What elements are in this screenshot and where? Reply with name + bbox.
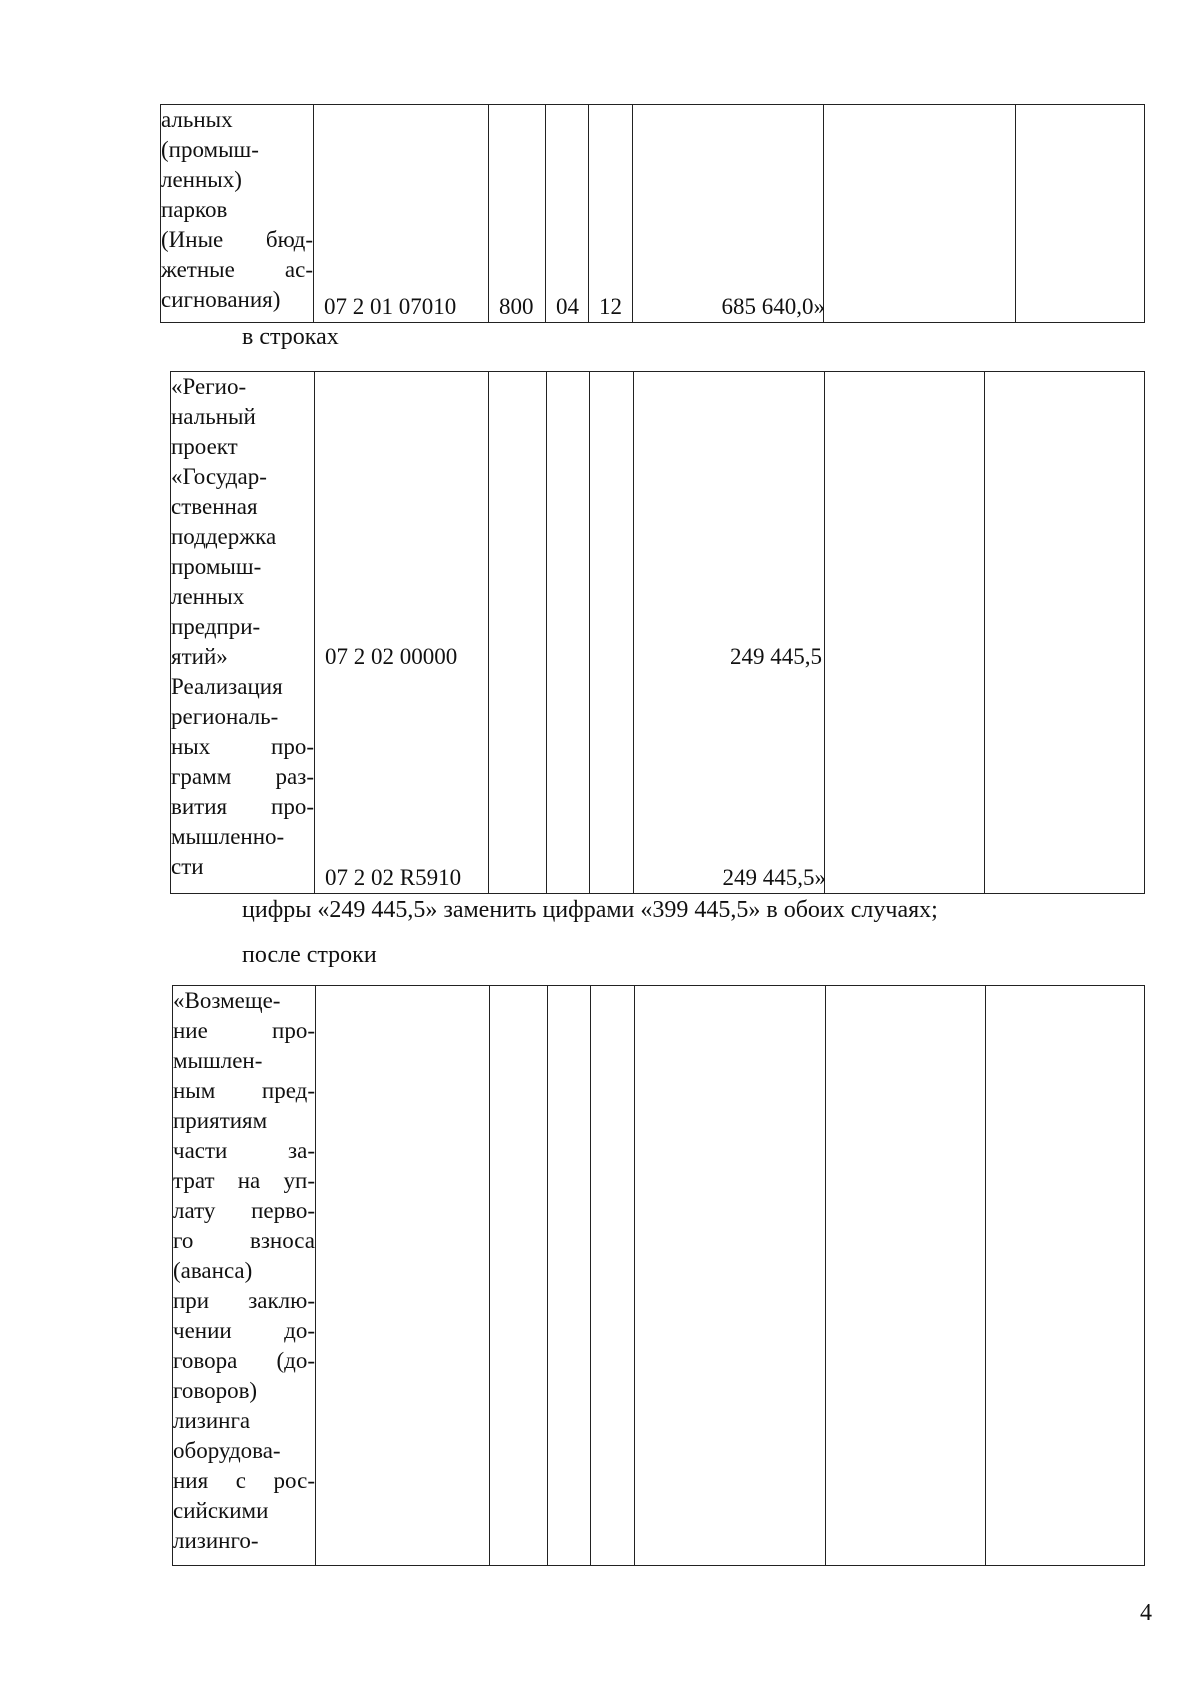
expense-type-code: 800 [499, 294, 534, 319]
amount-cell [634, 372, 825, 894]
description-line: парков [161, 197, 228, 222]
target-article-code: 07 2 01 07010 [324, 294, 457, 319]
description-line: вития про- [171, 794, 314, 819]
description-line: мышленно- [171, 824, 285, 849]
description-line: го взноса [173, 1228, 315, 1253]
rz-cell [547, 372, 590, 894]
description-line: мышлен- [173, 1048, 263, 1073]
pr-cell [589, 105, 633, 323]
empty-cell [825, 372, 985, 894]
rz-cell [546, 105, 589, 323]
pr-cell [590, 372, 634, 894]
description-line: Реализация [171, 674, 283, 699]
rz-cell [548, 986, 591, 1566]
description-line: ние про- [173, 1018, 315, 1043]
amount-cell [635, 986, 826, 1566]
description-line: ния с рос- [173, 1468, 315, 1493]
description-line: альных [161, 107, 233, 132]
description-line: «Регио- [171, 374, 247, 399]
subsection-code: 12 [599, 294, 622, 319]
description-line: региональ- [171, 704, 279, 729]
description-line: приятиям [173, 1108, 268, 1133]
description-line: лату перво- [173, 1198, 315, 1223]
description-line: ятий» [171, 644, 228, 669]
amount-cell [633, 105, 824, 323]
page-number: 4 [1140, 1600, 1152, 1626]
description-line: ных про- [171, 734, 314, 759]
description-line: грамм раз- [171, 764, 314, 789]
description-line: лизинго- [173, 1528, 259, 1553]
row-description-cell [173, 986, 316, 1566]
vr-cell [490, 986, 548, 1566]
description-line: (промыш- [161, 137, 259, 162]
text-after-row: после строки [242, 942, 377, 968]
empty-cell [826, 986, 986, 1566]
row-description-cell [161, 105, 314, 323]
amount-value: 249 445,5» [722, 865, 826, 890]
description-line: нальный [171, 404, 256, 429]
description-line: жетные ас- [161, 257, 313, 282]
amount-value: 685 640,0» [721, 294, 825, 319]
description-line: проект [171, 434, 238, 459]
description-line: трат на уп- [173, 1168, 315, 1193]
description-line: при заклю- [173, 1288, 315, 1313]
description-line: (аванса) [173, 1258, 253, 1283]
empty-cell [824, 105, 1016, 323]
empty-cell [986, 986, 1145, 1566]
description-line: оборудова- [173, 1438, 281, 1463]
section-code: 04 [556, 294, 579, 319]
target-article-code: 07 2 02 00000 [325, 644, 458, 669]
target-article-code: 07 2 02 R5910 [325, 865, 462, 890]
text-replace-instruction: цифры «249 445,5» заменить цифрами «399 445,5» в обоих случаях; [242, 897, 938, 923]
description-line: части за- [173, 1138, 315, 1163]
code-cell [314, 105, 489, 323]
description-line: ленных) [161, 167, 242, 192]
row-description-cell [171, 372, 315, 894]
vr-cell [489, 105, 546, 323]
description-line: говора (до- [173, 1348, 315, 1373]
budget-table-2 [170, 371, 1145, 894]
description-line: сти [171, 854, 204, 879]
code-cell [315, 372, 489, 894]
budget-table-1 [160, 104, 1145, 323]
description-line: говоров) [173, 1378, 258, 1403]
description-line: «Возмеще- [173, 988, 281, 1013]
description-line: поддержка [171, 524, 277, 549]
description-line: ленных [171, 584, 245, 609]
description-line: «Государ- [171, 464, 267, 489]
empty-cell [985, 372, 1145, 894]
description-line: предпри- [171, 614, 261, 639]
description-line: ственная [171, 494, 258, 519]
description-line: ным пред- [173, 1078, 315, 1103]
empty-cell [1016, 105, 1145, 323]
vr-cell [489, 372, 547, 894]
description-line: (Иные бюд- [161, 227, 313, 252]
description-line: сийскими [173, 1498, 269, 1523]
description-line: лизинга [173, 1408, 251, 1433]
amount-value: 249 445,5 [730, 644, 822, 669]
pr-cell [591, 986, 635, 1566]
code-cell [316, 986, 490, 1566]
budget-table-3 [172, 985, 1145, 1566]
description-line: чении до- [173, 1318, 315, 1343]
description-line: сигнования) [161, 287, 281, 312]
text-in-rows: в строках [242, 324, 339, 350]
description-line: промыш- [171, 554, 262, 579]
